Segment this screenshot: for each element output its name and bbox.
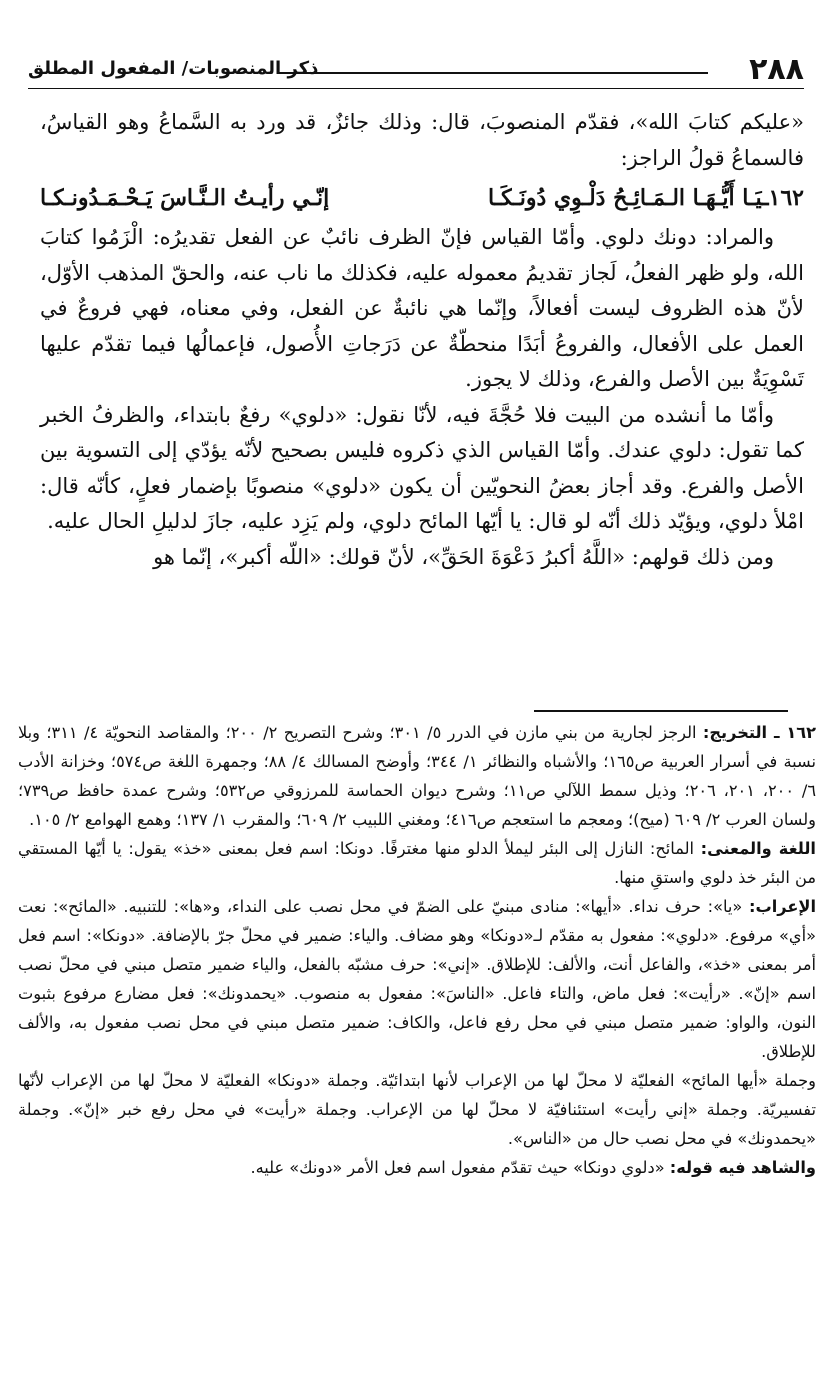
- footnotes: [18, 718, 816, 1182]
- verse-162: [40, 178, 804, 218]
- shahid-label: والشاهد فيه قوله:: [669, 1158, 816, 1177]
- main-text: [40, 105, 804, 575]
- paragraph-1: «عليكم كتابَ الله»، فقدّم المنصوبَ، قال: وذلك جائزٌ، قد ورد به السَّماعُ وهو القياسُ، فالسماعُ قولُ الراجز:: [40, 110, 804, 170]
- lugha-text: المائح: النازل إلى البئر ليملأ الدلو منها مغترفًا. دونكا: اسم فعل بمعنى «خذ» يقول: يا أيّها المستقي من البئر خذ دلوي واستقِ منها.: [18, 839, 816, 887]
- footnote-shahid: [18, 1153, 816, 1182]
- header-underline: [28, 88, 804, 89]
- irab-text: «يا»: حرف نداء. «أيها»: منادى مبنيّ على الضمّ في محل نصب على النداء، و«ها»: للتنبيه. «المائح»: نعت «أي» مرفوع. «دلوي»: مفعول به مقدّم لـ«دونكا» وهو مضاف. والياء: ضمير في محلّ جرّ بالإضافة. «دونكا»: اسم فعل أمر بمعنى «خذ»، والفاعل أنت، والألف: للإطلاق. «إني»: حرف مشبّه بالفعل، والياء ضمير متصل مبني في محلّ نصب اسم «إنّ». «رأيت»: فعل ماض، والتاء فاعل. «الناسَ»: مفعول به منصوب. «يحمدونك»: فعل مضارع مرفوع بثبوت النون، والواو: ضمير متصل مبني في محل رفع فاعل، والكاف: ضمير متصل مبني في محل نصب مفعول به، والألف للإطلاق.: [18, 897, 816, 1061]
- page-header: [28, 48, 804, 92]
- verse-first-hemistich: [488, 178, 804, 218]
- takhrij-text: الرجز لجارية من بني مازن في الدرر ٥/ ٣٠١؛ وشرح التصريح ٢/ ٢٠٠؛ والمقاصد النحويّة ٤/ ٣١١؛ وبلا نسبة في أسرار العربية ص١٦٥؛ والأشباه والنظائر ١/ ٣٤٤؛ وأوضح المسالك ٤/ ٨٨؛ وجمهرة اللغة ص٥٧٤؛ وخزانة الأدب ٦/ ٢٠٠، ٢٠١، ٢٠٦؛ وذيل سمط اللآلي ص١١؛ وشرح ديوان الحماسة للمرزوقي ص٥٣٢؛ وشرح عمدة حافظ ص٧٣٩؛ ولسان العرب ٢/ ٦٠٩ (ميح)؛ ومعجم ما استعجم ص٤١٦؛ ومغني اللبيب ٢/ ٦٠٩؛ والمقرب ١/ ١٣٧؛ وهمع الهوامع ٢/ ١٠٥.: [18, 723, 817, 829]
- footnote-jumla: وجملة «أيها المائح» الفعليّة لا محلّ لها من الإعراب لأنها ابتدائيّة. وجملة «دونكا» الفعليّة لا محلّ لها من الإعراب لأنّها تفسيريّة. وجملة «إني رأيت» استئنافيّة لا محلّ لها من الإعراب. وجملة «رأيت» في محل رفع خبر «إنّ». وجملة «يحمدونك» في محل نصب حال من «الناس».: [18, 1071, 816, 1148]
- page-number: ٢٨٨: [749, 52, 804, 87]
- footnote-irab: [18, 892, 816, 1066]
- takhrij-label: ١٦٢ ـ التخريج:: [702, 723, 817, 742]
- paragraph-3: وأمّا ما أنشده من البيت فلا حُجَّةَ فيه، لأنّا نقول: «دلوي» رفعٌ بابتداء، والظرفُ الخبر كما تقول: دلوي عندك. وأمّا القياس الذي ذكروه فليس بصحيح لأنّه يؤدّي إلى التسوية بين الأصل والفرع. وقد أجاز بعضُ النحويّين أن يكون «دلوي» منصوبًا بإضمار فعلٍ، كأنّه قال: امْلأ دلوي، ويؤيّد ذلك أنّه لو قال: يا أيّها المائح دلوي، ولم يَزِد عليه، جازَ لدليلِ الحال عليه.: [40, 402, 804, 533]
- paragraph-2: والمراد: دونك دلوي. وأمّا القياس فإنّ الظرف نائبٌ عن الفعل تقديرُه: الْزَمُوا كتابَ الله، ولو ظهر الفعلُ، لَجاز تقديمُ معموله عليه، فكذلك ما ناب عنه، والحقّ المذهب الأوّل، لأنّ هذه الظروف ليست أفعالاً، وإنّما هي نائبةٌ عن الفعل، وفي معناه، فهي فروعٌ في العمل على الأفعال، والفروعُ أبَدًا منحطّةٌ عن دَرَجاتِ الأُصول، فإعمالُها فيما تقدّم عليها تَسْوِيَةٌ بين الأصل والفرع، وذلك لا يجوز.: [40, 225, 804, 391]
- lugha-label: اللغة والمعنى:: [700, 839, 816, 858]
- irab-label: الإعراب:: [748, 897, 816, 916]
- header-rule: [278, 72, 708, 74]
- running-title: ذكر المنصوبات/ المفعول المطلق: [28, 58, 319, 79]
- shahid-text: «دلوي دونكا» حيث تقدّم مفعول اسم فعل الأمر «دونك» عليه.: [250, 1158, 665, 1177]
- paragraph-4: ومن ذلك قولهم: «اللَّهُ أكبرُ دَعْوَةَ الحَقِّ»، لأنّ قولك: «اللّه أكبر»، إنّما هو: [153, 544, 774, 569]
- footnote-separator: [534, 710, 788, 712]
- verse-first-hemistich-text: يَـا أَيُّـهَـا الـمَـائِـحُ دَلْـوِي دُونَـكَـا: [487, 185, 763, 211]
- verse-second-hemistich: إنّـي رأيـتُ الـنَّـاسَ يَـحْـمَـدُونـكـا: [40, 185, 330, 211]
- verse-number: ١٦٢ـ: [762, 185, 804, 211]
- footnote-lugha: [18, 834, 816, 892]
- footnote-takhrij: [18, 718, 816, 834]
